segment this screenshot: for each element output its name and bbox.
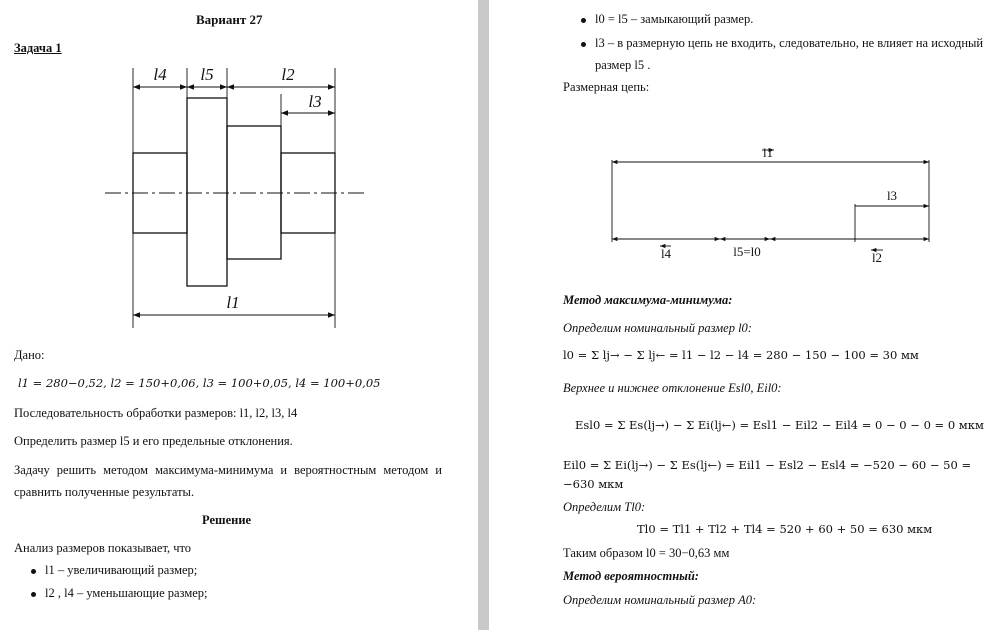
right-page: [489, 0, 1000, 630]
task-line-1: Задачу решить методом максимума-минимума и вероятностным методом и: [14, 463, 442, 477]
determine-text: Определить размер l5 и его предельные отклонения.: [14, 434, 293, 448]
step-l5: [187, 98, 227, 286]
nominal-formula: l0 = Σ lj→ − Σ lj← = l1 − l2 − l4 = 280 − 150 − 100 = 30 мм: [563, 348, 919, 362]
given-formula: l1 = 280−0,52, l2 = 150+0,06, l3 = 100+0,05, l4 = 100+0,05: [18, 376, 381, 390]
task-line-2: сравнить полученные результаты.: [14, 485, 195, 499]
solution-title: Решение: [202, 513, 252, 527]
deviation-intro: Верхнее и нижнее отклонение Esl0, Eil0:: [563, 381, 782, 395]
shaft-drawing: [100, 60, 370, 335]
tolerance-formula: Tl0 = Tl1 + Tl2 + Tl4 = 520 + 60 + 50 = 630 мкм: [637, 522, 933, 536]
bullet-dot: [31, 569, 36, 574]
nominal-intro: Определим номинальный размер l0:: [563, 321, 752, 335]
variant-title: Вариант 27: [196, 12, 263, 27]
bullet-l3-line2: размер l5 .: [595, 58, 651, 72]
bullet-l2-l4: l2 , l4 – уменьшающие размер;: [45, 586, 208, 600]
nominal-intro-2: Определим номинальный размер A0:: [563, 593, 757, 607]
bullet-dot: [581, 42, 586, 47]
task-title: Задача 1: [14, 41, 62, 55]
chain-label-l3: l3: [886, 188, 898, 203]
dim-label-l5: l5: [200, 65, 214, 84]
ei-formula-line2: −630 мкм: [563, 477, 624, 491]
analysis-text: Анализ размеров показывает, что: [14, 541, 192, 555]
dim-label-l1: l1: [226, 293, 240, 312]
bullet-dot: [581, 18, 586, 23]
chain-label-l2: l2: [871, 250, 883, 265]
method-probabilistic-title: Метод вероятностный:: [563, 569, 699, 583]
dim-label-l4: l4: [153, 65, 167, 84]
method-max-min-title: Метод максимума-минимума:: [563, 293, 733, 307]
bullet-l3-line1: l3 – в размерную цепь не входить, следовательно, не влияет на исходный: [595, 36, 984, 50]
given-label: Дано:: [14, 348, 45, 362]
chain-label-l4: l4: [660, 246, 672, 261]
dimension-chain-diagram: [607, 138, 937, 268]
chain-label-l5-l0: l5=l0: [733, 244, 761, 259]
result-text: Таким образом l0 = 30−0,63 мм: [563, 546, 730, 560]
tolerance-intro: Определим Tl0:: [563, 500, 646, 514]
ei-formula-line1: Eil0 = Σ Ei(lj→) − Σ Es(lj←) = Eil1 − Esl2 − Esl4 = −520 − 60 − 50 =: [563, 458, 972, 472]
bullet-dot: [31, 592, 36, 597]
bullet-l0: l0 = l5 – замыкающий размер.: [595, 12, 754, 26]
left-page: [0, 0, 478, 630]
dim-label-l3: l3: [308, 92, 322, 111]
dim-label-l2: l2: [281, 65, 295, 84]
sequence-text: Последовательность обработки размеров: l1, l2, l3, l4: [14, 406, 298, 420]
chain-label-l1: l1: [762, 145, 774, 160]
chain-label: Размерная цепь:: [563, 80, 650, 94]
bullet-l1: l1 – увеличивающий размер;: [45, 563, 198, 577]
page-gutter: [478, 0, 489, 630]
es-formula: Esl0 = Σ Es(lj→) − Σ Ei(lj←) = Esl1 − Eil2 − Eil4 = 0 − 0 − 0 = 0 мкм: [575, 418, 984, 432]
